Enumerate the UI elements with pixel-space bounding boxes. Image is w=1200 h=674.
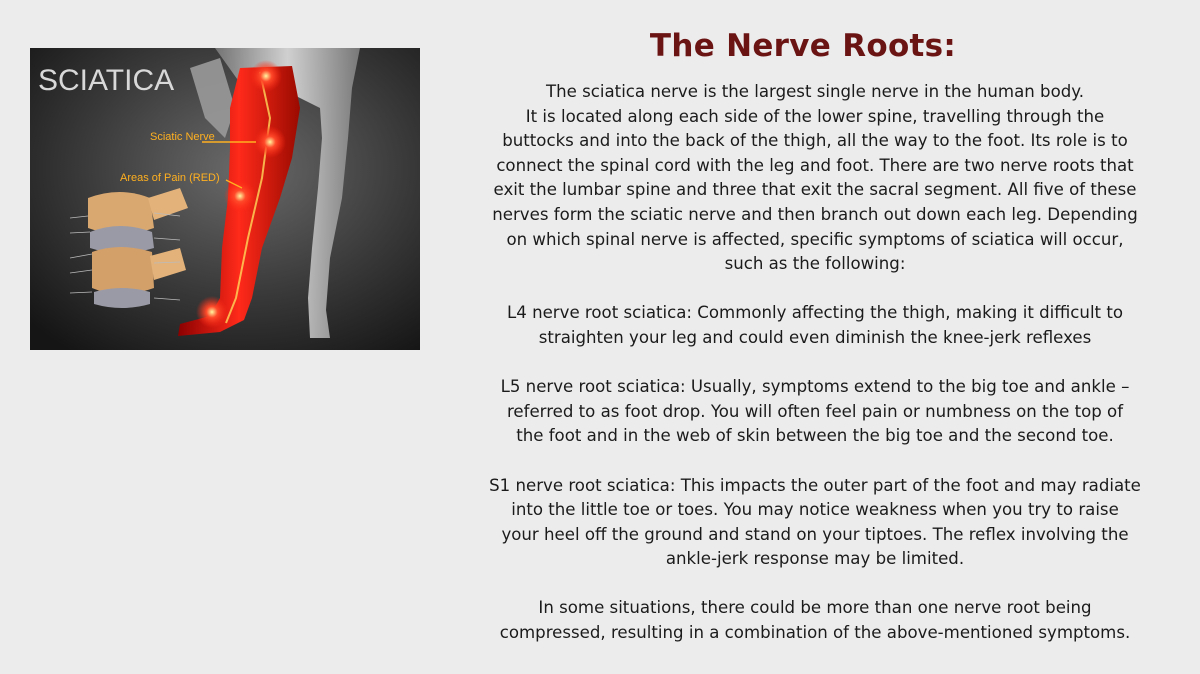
- text-line: nerves form the sciatic nerve and then branch out down each leg. Depending: [492, 204, 1138, 224]
- text-line: S1 nerve root sciatica: This impacts the outer part of the foot and may radiate: [489, 475, 1141, 495]
- text-line: your heel off the ground and stand on your tiptoes. The reflex involving the: [501, 524, 1129, 544]
- text-line: connect the spinal cord with the leg and foot. There are two nerve roots that: [496, 155, 1134, 175]
- body-text: [440, 80, 1190, 646]
- label-areas-of-pain: Areas of Pain (RED): [120, 172, 220, 184]
- paragraph-intro: [440, 80, 1190, 277]
- page-title: The Nerve Roots:: [649, 28, 957, 64]
- text-line: The sciatica nerve is the largest single nerve in the human body.: [546, 82, 1084, 101]
- text-line: L4 nerve root sciatica: Commonly affecting the thigh, making it difficult to: [507, 303, 1123, 323]
- sciatica-illustration: [30, 48, 420, 350]
- text-line: It is located along each side of the lower spine, travelling through the: [525, 106, 1105, 126]
- text-line: exit the lumbar spine and three that exit the sacral segment. All five of these: [493, 180, 1137, 200]
- paragraph-l4: [440, 301, 1190, 350]
- text-line: on which spinal nerve is affected, specific symptoms of sciatica will occur,: [506, 229, 1124, 249]
- text-line: ankle-jerk response may be limited.: [665, 549, 965, 569]
- text-line: referred to as foot drop. You will often feel pain or numbness on the top of: [506, 401, 1124, 421]
- text-line: In some situations, there could be more than one nerve root being: [538, 598, 1092, 618]
- text-line: into the little toe or toes. You may notice weakness when you try to raise: [511, 500, 1119, 520]
- paragraph-s1: [440, 474, 1190, 572]
- label-sciatic-nerve: Sciatic Nerve: [150, 131, 215, 143]
- paragraph-conclusion: [440, 596, 1190, 645]
- text-line: compressed, resulting in a combination of the above-mentioned symptoms.: [499, 623, 1131, 643]
- text-line: such as the following:: [724, 254, 906, 274]
- text-line: straighten your leg and could even diminish the knee-jerk reflexes: [538, 327, 1092, 347]
- text-line: buttocks and into the back of the thigh, all the way to the foot. Its role is to: [502, 131, 1128, 151]
- text-line: the foot and in the web of skin between the big toe and the second toe.: [516, 426, 1114, 446]
- paragraph-l5: [440, 375, 1190, 449]
- figure-heading: SCIATICA: [38, 64, 175, 97]
- text-line: L5 nerve root sciatica: Usually, symptoms extend to the big toe and ankle –: [500, 377, 1130, 397]
